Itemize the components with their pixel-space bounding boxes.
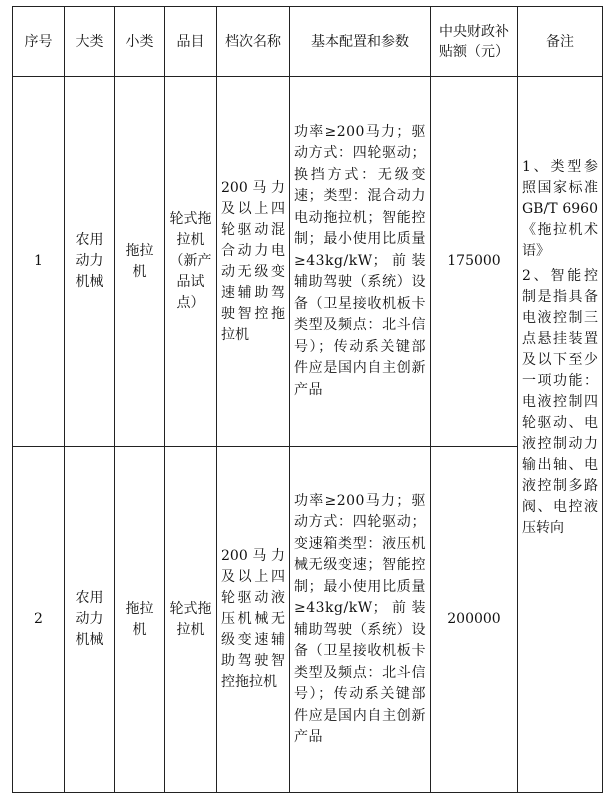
header-config: 基本配置和参数 [290, 7, 431, 77]
row-subcategory: 拖拉机 [115, 77, 165, 447]
row-config: 功率≥200马力；驱动方式：四轮驱动；换挡方式：无级变速；类型：混合动力电动拖拉机；智能控制；最小使用比质量≥43kg/kW；前装辅助驾驶（系统）设备（卫星接收机板卡类型及频点：北斗信号）；传动系关键部件应是国内自主创新产品 [290, 77, 431, 447]
row-subsidy: 200000 [431, 447, 518, 793]
row-seq: 2 [13, 447, 65, 793]
header-subsidy: 中央财政补贴额（元） [431, 7, 518, 77]
row-grade-name: 200马力及以上四轮驱动液压机械无级变速辅助驾驶智控拖拉机 [217, 447, 290, 793]
remark-cell [518, 77, 603, 793]
row-subcategory: 拖拉机 [115, 447, 165, 793]
table-row [13, 447, 603, 793]
row-subsidy: 175000 [431, 77, 518, 447]
row-grade-name: 200马力及以上四轮驱动混合动力电动无级变速辅助驾驶智控拖拉机 [217, 77, 290, 447]
header-category: 大类 [65, 7, 115, 77]
header-grade-name: 档次名称 [217, 7, 290, 77]
remark-note-1: 1、类型参照国家标准GB/T 6960《拖拉机术语》 [522, 159, 598, 259]
table-row [13, 77, 603, 447]
row-seq: 1 [13, 77, 65, 447]
row-category: 农用动力机械 [65, 447, 115, 793]
remark-note-2: 2、智能控制是指具备电液控制三点悬挂装置及以下至少一项功能：电液控制四轮驱动、电液控制动力输出轴、电液控制多路阀、电控液压转向 [522, 268, 598, 536]
row-item: 轮式拖拉机（新产品试点） [165, 77, 217, 447]
row-category: 农用动力机械 [65, 77, 115, 447]
header-subcategory: 小类 [115, 7, 165, 77]
header-row [13, 7, 603, 77]
header-seq: 序号 [13, 7, 65, 77]
row-item: 轮式拖拉机 [165, 447, 217, 793]
row-config: 功率≥200马力；驱动方式：四轮驱动；变速箱类型：液压机械无级变速；智能控制；最小使用比质量≥43kg/kW；前装辅助驾驶（系统）设备（卫星接收机板卡类型及频点：北斗信号）；传动系关键部件应是国内自主创新产品 [290, 447, 431, 793]
header-item: 品目 [165, 7, 217, 77]
subsidy-table [12, 6, 603, 793]
header-remark: 备注 [518, 7, 603, 77]
